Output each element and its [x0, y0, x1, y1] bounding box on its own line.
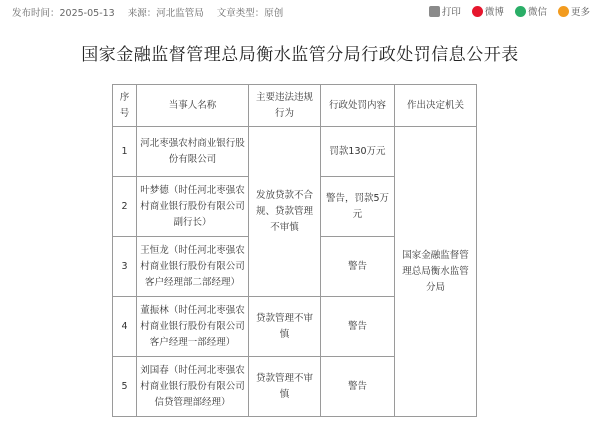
header-authority: 作出决定机关: [395, 85, 477, 127]
article-type: 文章类型：原创: [216, 8, 284, 19]
penalty-cell: 警告: [321, 357, 395, 417]
article-meta-bar: [0, 0, 600, 22]
header-penalty: 行政处罚内容: [321, 85, 395, 127]
print-button[interactable]: [429, 4, 461, 18]
penalty-cell: 警告: [321, 297, 395, 357]
party-name: 叶梦德（时任河北枣强农村商业银行股份有限公司副行长）: [137, 177, 249, 237]
print-label: 打印: [441, 7, 461, 18]
table-header-row: [113, 85, 477, 127]
weibo-label: 微博: [484, 7, 504, 18]
source: 来源：河北监管局: [127, 8, 204, 19]
wechat-label: 微信: [527, 7, 547, 18]
header-violation: 主要违法违规行为: [249, 85, 321, 127]
party-name: 河北枣强农村商业银行股份有限公司: [137, 127, 249, 177]
violation-cell: 发放贷款不合规、贷款管理不审慎: [249, 127, 321, 297]
party-name: 刘国春（时任河北枣强农村商业银行股份有限公司信贷管理部经理）: [137, 357, 249, 417]
page-title: 国家金融监督管理总局衡水监管分局行政处罚信息公开表: [81, 45, 519, 65]
weibo-icon: [472, 6, 483, 17]
article-meta: [12, 5, 293, 19]
wechat-icon: [515, 6, 526, 17]
authority-cell: 国家金融监督管理总局衡水监管分局: [395, 127, 477, 417]
penalty-cell: 罚款130万元: [321, 127, 395, 177]
more-label: 更多: [570, 7, 590, 18]
row-index: 5: [113, 357, 137, 417]
row-index: 2: [113, 177, 137, 237]
penalty-cell: 警告: [321, 237, 395, 297]
penalty-table: [112, 84, 477, 417]
header-index: 序号: [113, 85, 137, 127]
more-icon: [558, 6, 569, 17]
wechat-share-button[interactable]: [515, 4, 547, 18]
table-row: [113, 127, 477, 177]
row-index: 3: [113, 237, 137, 297]
share-toolbar: [421, 4, 590, 18]
row-index: 1: [113, 127, 137, 177]
row-index: 4: [113, 297, 137, 357]
publish-time: 发布时间：2025-05-13: [12, 8, 115, 19]
party-name: 王恒龙（时任河北枣强农村商业银行股份有限公司客户经理部二部经理）: [137, 237, 249, 297]
penalty-cell: 警告，罚款5万元: [321, 177, 395, 237]
party-name: 董振林（时任河北枣强农村商业银行股份有限公司客户经理一部经理）: [137, 297, 249, 357]
weibo-share-button[interactable]: [472, 4, 504, 18]
violation-cell: 贷款管理不审慎: [249, 297, 321, 357]
header-party-name: 当事人名称: [137, 85, 249, 127]
print-icon: [429, 6, 440, 17]
more-share-button[interactable]: [558, 4, 590, 18]
violation-cell: 贷款管理不审慎: [249, 357, 321, 417]
